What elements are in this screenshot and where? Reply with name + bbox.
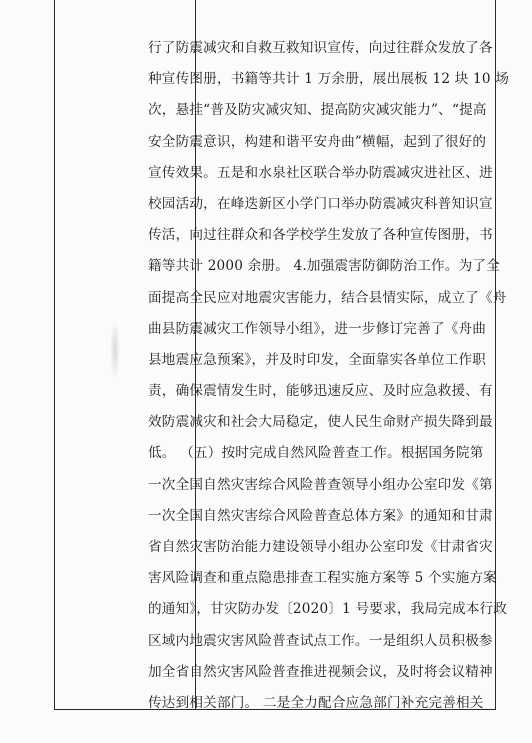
table-body-text — [148, 33, 510, 719]
text-line: 次，悬挂“普及防灾减灾知、提高防灾减灾能力”、“提高 — [148, 102, 487, 119]
text-line: 的通知》，甘灾防办发〔2020〕1 号要求，我局完成本行政 — [148, 601, 508, 618]
text-line: 加全省自然灾害风险普查推进视频会议，及时将会议精神 — [148, 663, 493, 680]
text-line: 低。 （五）按时完成自然风险普查工作。根据国务院第 — [148, 445, 484, 462]
text-line: 种宣传图册，书籍等共计 1 万余册，展出展板 12 块 10 场 — [148, 71, 510, 88]
text-line: 籍等共计 2000 余册。 4.加强震害防御防治工作。为了全 — [148, 258, 500, 275]
text-line: 害风险调查和重点隐患排查工程实施方案等 5 个实施方案 — [148, 570, 497, 587]
text-line: 一次全国自然灾害综合风险普查总体方案》的通知和甘肃 — [148, 507, 493, 524]
text-line: 区域内地震灾害风险普查试点工作。一是组织人员积极参 — [148, 632, 493, 649]
text-line: 县地震应急预案》，并及时印发，全面靠实各单位工作职 — [148, 351, 487, 368]
text-line: 校园活动，在峰迭新区小学门口举办防震减灾科普知识宣 — [148, 195, 493, 212]
text-line: 效防震减灾和社会大局稳定，使人民生命财产损失降到最 — [148, 414, 493, 431]
text-line: 宣传效果。五是和水泉社区联合举办防震减灾进社区、进 — [148, 164, 493, 181]
text-line: 行了防震减灾和自救互救知识宣传，向过往群众发放了各 — [148, 40, 493, 56]
text-line: 安全防震意识，构建和谐平安舟曲”横幅，起到了很好的 — [148, 133, 487, 150]
text-line: 省自然灾害防治能力建设领导小组办公室印发《甘肃省灾 — [148, 539, 493, 555]
text-line: 传达到相关部门。 二是全力配合应急部门补充完善相关 — [148, 694, 484, 711]
text-line: 曲县防震减灾工作领导小组》，进一步修订完善了《舟曲 — [148, 320, 487, 337]
text-line: 面提高全民应对地震灾害能力，结合县情实际，成立了《舟 — [148, 289, 507, 306]
text-line: 责，确保震情发生时，能够迅速反应、及时应急救援、有 — [148, 383, 493, 400]
text-line: 一次全国自然灾害综合风险普查领导小组办公室印发《第 — [148, 476, 493, 493]
text-line: 传活，向过往群众和各学校学生发放了各种宣传图册，书 — [148, 227, 493, 244]
